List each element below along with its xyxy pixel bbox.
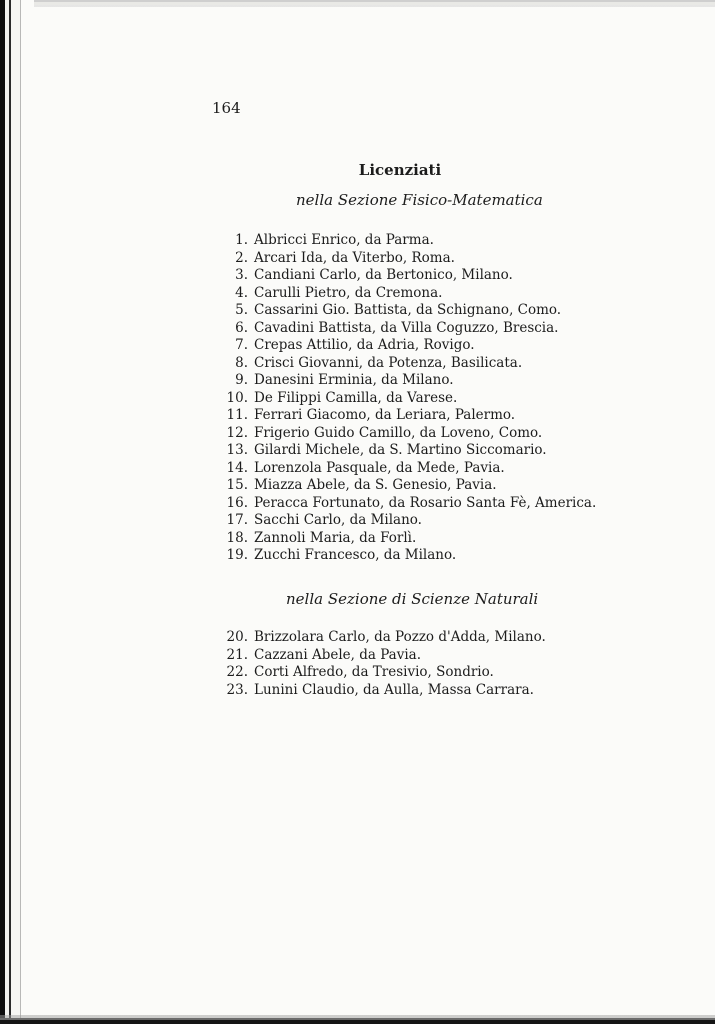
entry-text: Albricci Enrico, da Parma. bbox=[254, 232, 434, 248]
list-item bbox=[212, 267, 612, 285]
list-item bbox=[212, 320, 612, 338]
entry-number: 5. bbox=[235, 302, 248, 318]
list-item bbox=[212, 547, 612, 565]
entry-text: Cassarini Gio. Battista, da Schignano, Como. bbox=[254, 302, 562, 318]
entry-number: 22. bbox=[226, 664, 248, 680]
page-heading: Licenziati bbox=[358, 161, 442, 179]
entry-number: 9. bbox=[235, 372, 248, 388]
entry-text: Zucchi Francesco, da Milano. bbox=[254, 547, 457, 563]
list-item bbox=[212, 530, 612, 548]
page-number: 164 bbox=[212, 99, 241, 117]
list-item bbox=[212, 355, 612, 373]
list-item bbox=[212, 647, 612, 665]
entry-number: 12. bbox=[226, 424, 248, 441]
list-item bbox=[212, 232, 612, 250]
entry-text: Peracca Fortunato, da Rosario Santa Fè, America. bbox=[254, 494, 597, 511]
entry-number: 14. bbox=[226, 459, 248, 476]
entry-text: Arcari Ida, da Viterbo, Roma. bbox=[254, 249, 455, 266]
entry-text: De Filippi Camilla, da Varese. bbox=[254, 389, 458, 406]
entry-text: Zannoli Maria, da Forlì. bbox=[254, 529, 417, 546]
scan-bottom-edge bbox=[0, 1010, 715, 1024]
entry-number: 1. bbox=[235, 232, 248, 248]
entry-number: 7. bbox=[235, 337, 248, 353]
list-item bbox=[212, 250, 612, 268]
entry-number: 6. bbox=[235, 319, 248, 336]
entry-number: 16. bbox=[226, 494, 248, 511]
entry-number: 3. bbox=[235, 267, 248, 283]
list-item bbox=[212, 407, 612, 425]
entry-number: 19. bbox=[226, 547, 248, 563]
entry-text: Lorenzola Pasquale, da Mede, Pavia. bbox=[254, 459, 505, 476]
list-item bbox=[212, 425, 612, 443]
entry-number: 20. bbox=[226, 629, 248, 645]
list-item bbox=[212, 477, 612, 495]
list-item bbox=[212, 302, 612, 320]
entry-text: Sacchi Carlo, da Milano. bbox=[254, 512, 422, 528]
list-item bbox=[212, 512, 612, 530]
entry-number: 21. bbox=[226, 646, 248, 663]
entry-text: Cazzani Abele, da Pavia. bbox=[254, 646, 422, 663]
scan-top-edge bbox=[34, 0, 715, 10]
entry-text: Candiani Carlo, da Bertonico, Milano. bbox=[254, 267, 513, 283]
entry-text: Danesini Erminia, da Milano. bbox=[254, 372, 454, 388]
list-item bbox=[212, 337, 612, 355]
entry-number: 4. bbox=[235, 284, 248, 301]
entry-number: 10. bbox=[226, 389, 248, 406]
entry-number: 11. bbox=[226, 407, 248, 423]
entry-text: Lunini Claudio, da Aulla, Massa Carrara. bbox=[254, 681, 534, 698]
entry-list-scienze-naturali bbox=[212, 629, 612, 699]
entry-text: Frigerio Guido Camillo, da Loveno, Como. bbox=[254, 424, 543, 441]
entry-number: 17. bbox=[226, 512, 248, 528]
list-item bbox=[212, 664, 612, 682]
list-item bbox=[212, 442, 612, 460]
list-item bbox=[212, 460, 612, 478]
list-item bbox=[212, 372, 612, 390]
entry-number: 23. bbox=[226, 681, 248, 698]
entry-text: Ferrari Giacomo, da Leriara, Palermo. bbox=[254, 407, 516, 423]
entry-text: Gilardi Michele, da S. Martino Siccomario. bbox=[254, 442, 547, 458]
entry-number: 8. bbox=[235, 354, 248, 371]
entry-text: Miazza Abele, da S. Genesio, Pavia. bbox=[254, 477, 497, 493]
list-item bbox=[212, 629, 612, 647]
entry-number: 15. bbox=[226, 477, 248, 493]
entry-text: Corti Alfredo, da Tresivio, Sondrio. bbox=[254, 664, 494, 680]
list-item bbox=[212, 495, 612, 513]
entry-number: 13. bbox=[226, 442, 248, 458]
entry-list-fisico-matematica bbox=[212, 232, 612, 565]
binding-edge bbox=[0, 0, 34, 1024]
entry-text: Carulli Pietro, da Cremona. bbox=[254, 284, 443, 301]
list-item bbox=[212, 285, 612, 303]
entry-number: 2. bbox=[235, 249, 248, 266]
section-title-scienze-naturali: nella Sezione di Scienze Naturali bbox=[286, 590, 539, 608]
entry-text: Crepas Attilio, da Adria, Rovigo. bbox=[254, 337, 475, 353]
list-item bbox=[212, 682, 612, 700]
entry-text: Brizzolara Carlo, da Pozzo d'Adda, Milano. bbox=[254, 629, 546, 645]
section-title-fisico-matematica: nella Sezione Fisico-Matematica bbox=[296, 191, 543, 209]
entry-number: 18. bbox=[226, 529, 248, 546]
entry-text: Crisci Giovanni, da Potenza, Basilicata. bbox=[254, 354, 523, 371]
list-item bbox=[212, 390, 612, 408]
entry-text: Cavadini Battista, da Villa Coguzzo, Brescia. bbox=[254, 319, 559, 336]
